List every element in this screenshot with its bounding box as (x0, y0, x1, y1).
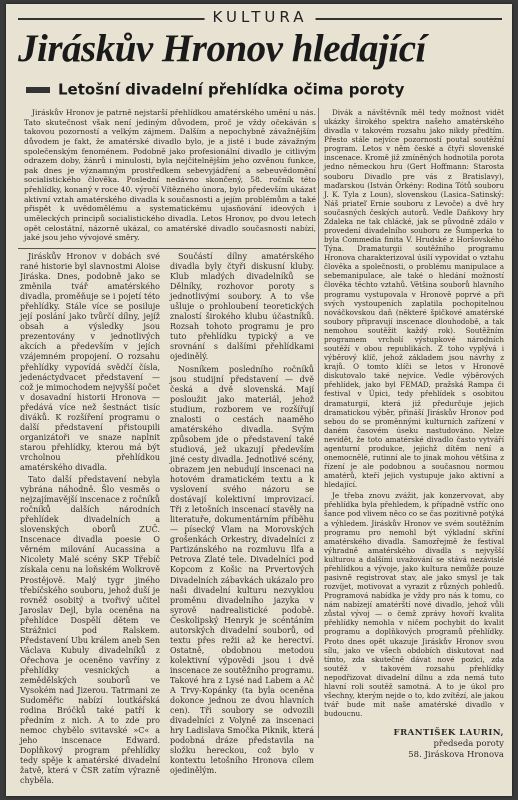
author-role: předseda poroty (433, 738, 504, 749)
section-title: KULTURA (205, 8, 316, 26)
article-headline: Jiráskův Hronov hledající (18, 27, 426, 70)
lead-divider (18, 248, 316, 249)
author-signature (324, 728, 504, 760)
subheadline-text: Letošní divadelní přehlídka očima poroty (58, 80, 405, 99)
lead-paragraph: Jiráskův Hronov je patrně nejstarší přehlídkou amatérského umění u nás. Tato skutečnost však není jediným důvodem, proč je vždy očekáván s takovou pozorností a velkým zájmem. Dalším a nepochybně závažnějším důvodem je fakt, že amatérské divadlo bylo, je a jistě i bude závažným společenským fenoménem. Podobně jako profesionální divadlo je citlivým odrazem doby, žánrů i minulosti, byla nejčitelnějším jeho ozvěnou funkce, pak dnes je významným prostředkem sebevyjádření a sebeuvědomění socialistického člověka. Poslední nedávno skončený, 58. ročník této přehlídky, konaný v roce 40. výročí Vítězného února, bylo především ukázat aktivní vztah amatérského divadla k současnosti a jejím problémům a také přispět k uvědomělému a systematickému ujasňování ideových i uměleckých principů socialistického divadla. Letos Hronov, po dvou letech opět celostátní, názorně ukázal, co amatérské divadlo současnosti nabízí, jaké jsou jeho vývojové směry. (24, 108, 316, 243)
author-name: FRANTIŠEK LAURIN, (393, 728, 504, 738)
article-lead (24, 108, 316, 245)
column-divider (318, 108, 319, 738)
article-subheadline (26, 79, 496, 105)
newspaper-clipping (6, 4, 512, 796)
column-3 (324, 108, 504, 720)
col3-paragraph: Divák a návštěvník měl tedy možnost vidět ukázky širokého spektra našeho amatérského divadla v takovém rozsahu jako nikdy předtím. Přesto stále nejvíce pozorností poutal soutěžní program. Letos v něm české a čtyři slovenské inscenace. Kromě již zmíněných hodnotila porota jedno německou hru (Gert Hoffmann: Starosta souboru Divadlo pre vás z Bratislavy), maďarskou (István Örkény: Rodina Tótů souboru J. K. Tyla z Loun), slovenskou (Lasica–Satinský: Náš priateľ Ernie souboru z Levoče) a dvě hry současných českých autorů. Vedle Daňkovy hry Zdaleka ne tak chlácké, jak se původně zdálo v provedení divadelního souboru ze Šumperka to byla Commedia finita V. Hrudské z Horšovského Týna. Dramaturgii soutěžního programu Hronova charakterizoval úsilí vypovídat o vztahu člověka a společnosti, o problému manipulace a sebemanipulace, ale také o hledání možností člověka těchto vztahů. Většina souborů hlavního programu vystupovala v Hronově poprvé a při svých vystoupeních zaplatila pochopitelnou nováčkovskou daň (některé špičkové amatérské soubory připravují inscenace dlouhodobě, a tak nemohou soutěžit každý rok). Soutěžním programem vrcholí výstupkové národních soutěží v obou republikách. Z toho vyplývá i výběrový klíč, jehož základem jsou návrhy z krajů. O tomto klíči se letos v Hronově diskutovalo také nejvíce. Vedle výběrových přehlídek, jako byl FEMAD, pražská Rampa či festival v Úpici, tedy přehlídek s osobitou dramaturgií, která již předurčuje jejich dramatickou výběr, přináší Jiráskův Hronov pod sebou do se proměnnými kulturních zařízení v daném časovém úseku nastudováno. Nelze nevidět, že toto amatérské divadlo často vytváří agenturní produkce, jejichž dítěm není a onemocnělé, rutinní ale to jinak mohou většina z řízení je ale podobnou a současnou normou amatérů, kteří jejich vystupuje jako aktivní a hledající. (324, 108, 504, 490)
subheadline-bar (26, 87, 50, 93)
col3-paragraph: Je třeba znovu zvážit, jak konzervovat, aby přehlídka byla přehledem, k případně vstříc ono šance pod vlivem něco co se čas pozitivně potýká a výhledem. Jiráskův Hronov ve svém soutěžním programu pro nemohl být výkladní skříní amatérského divadla. Samozřejmě že festival výhradně amatérského divadla s nejvyšší kulturou a dalšími uvažování se stává nezávislé přehlídkou a vývoje, jako kultura nemůže pouze pasivně registrovat stav, ale jako smysl je tak rozvíjet, motivovat a vyrazit z různých pohledů. Programová nabídka je vždy pro nás k tomu, co nám nabízejí amatérští nové divadlo, jehož vůli zůstal vývoj — o čemž zprávy hovoří kvalita přehlídky nemohla v ničem pochybit do kvalit programu a doplňkových programů přehlídky. Proto dnes opět ukazuje Jiráskův Hronov svou sílu, jako ve všech obdobích diskutovat nad tímto, zda skutečně dávat nové pozici, zda soutěž v takovém rozsahu přehlídky nepodřizovat divadelní dílnu a zda nemá tuto hlavní roli soutěž samotná. A to je úkol pro všechny, kterým nejde o to, kdo zvítězí, ale jakou tvář bude mít naše amatérské divadlo v budoucnu. (324, 491, 504, 719)
col2-paragraph: Nosníkem posledního ročníků jsou studijní představení — dvě česká a dvě slovenská. Mají posloužit jako materiál, jehož studium, rozborem ve rozšířují znalosti o cestách naaměho amatérského divadla. Svým způsobem jde o představení také studiová, jež ukazují především jiné cesty divadla. Jednotlivé scény, obrazem jen nebudují inscenaci na hotovém dramatickém textu a k vyslovení svého názoru se dostávají kolektivní improvizací. Tři z letošních inscenací stavěly na literatuře, dokumentárním příběhu — písecký Vlam na Morovských grošenkách Orkestry, divadelníci z Partizánského na rozmluvu Ilfa a Petrova Zlaté tele. Divadelníci pod Kopcom z Košic na Prvertových Divadelních zábavkách ukázalo pro naši divadelní kulturu nezvyklou proměnu divadelního jazyka v syrově nadrealistické podobě. Českolipský Henryk je scéntáním autorských divadelní souborů, od textu přes režii až ke herectví. Ostatně, obdobnou metodou kolektivní výpovědi jsou i dvě inscenace ze soutěžního programu. Takové hra z Lysé nad Labem a Ač A Trvy-Kopánky (ta byla oceněna dokonce jednou ze dvou hlavních cen). Tři soubory se odvozili divadelníci z Volyně za inscenaci hry Ladislava Smočka Piknik, která podobná dráze představila na složku hereckou, což bylo v kontextu letošního Hronova cílem ojedinělým. (170, 364, 314, 776)
col2-paragraph: Součástí dílny amatérského divadla byly čtyři diskusní kluby. Klub mladých divadelníků se Dělníky, rozhovor poroty s jednotlivými soubory. A to vše ušluje o prohloubení teoretických znalostí širokého klubu účastníků. Rozsah tohoto programu je pro tuto přehlídku typický a ve srovnání s dalšími přehlídkami ojedinělý. (170, 252, 314, 362)
column-2 (170, 252, 314, 778)
col1-paragraph: Tato další představení nebyla vybrána náhodně. Šlo vesměs o nejzajímavější inscenace z ročníků ročníků dalších národních přehlídek divadelních a slovenských oborů ZUČ. Inscenace divadla poesie O věrném milování Aucassina a Nicolety Malé scény SKP Třebíč získala cenu na loňském Wolkrově Prostějově. Malý tygr jiného třebíčského souboru, jehož duší je rovněž osobitý a tvořivý učitel Jaroslav Dejl, byla oceněna na přehlídce Dospělí dětem ve Strážnici pod Ralskem. Představení Ubu králem aneb Sen Václava Kubuly divadelníků z Ořechova je oceněno vavříny z přehlídky vesnických a zemědělských souborů ve Vysokém nad Jizerou. Tatrmani ze Sudoměřic nabízí loutkářská rodina Bróčků také patří k předním z nich. A to zde pro nemoc chybělo svitavské »C« a jeho inscenace Edward. Doplňkový program přehlídky tedy spěje k amatérské divadelní žatvě, která v ČSR zatím výrazně chyběla. (20, 475, 160, 786)
author-event: 58. Jiráskova Hronova (408, 749, 504, 760)
col1-paragraph: Jiráskův Hronov v dobách své rané historie byl slavnostmi Aloise Jiráska. Dnes, podobně jako se změnila tvář amatérského divadla, proměňuje se i pojetí této přehlídky. Stále více se posiluje její poslání jako tvůrčí dílny, jejíž obsah a výsledky jsou prezentovány v jednotlivých akcích a především v jejích vzájemném propojení. O rozsahu přehlídky vypovídá svědčí čísla, jedenáctydvacet představení — což je mimochodem nejvyšší počet v dosavadní historii Hronova — předává více než šestnáct tisíc diváků. K rozšíření programu o další představení přistoupili organizátoři ve snaze naplnit starou přehlídky, kterou má být vrcholnou přehlídkou amatérského divadla. (20, 252, 160, 472)
column-1 (20, 252, 160, 788)
section-band (18, 10, 502, 26)
